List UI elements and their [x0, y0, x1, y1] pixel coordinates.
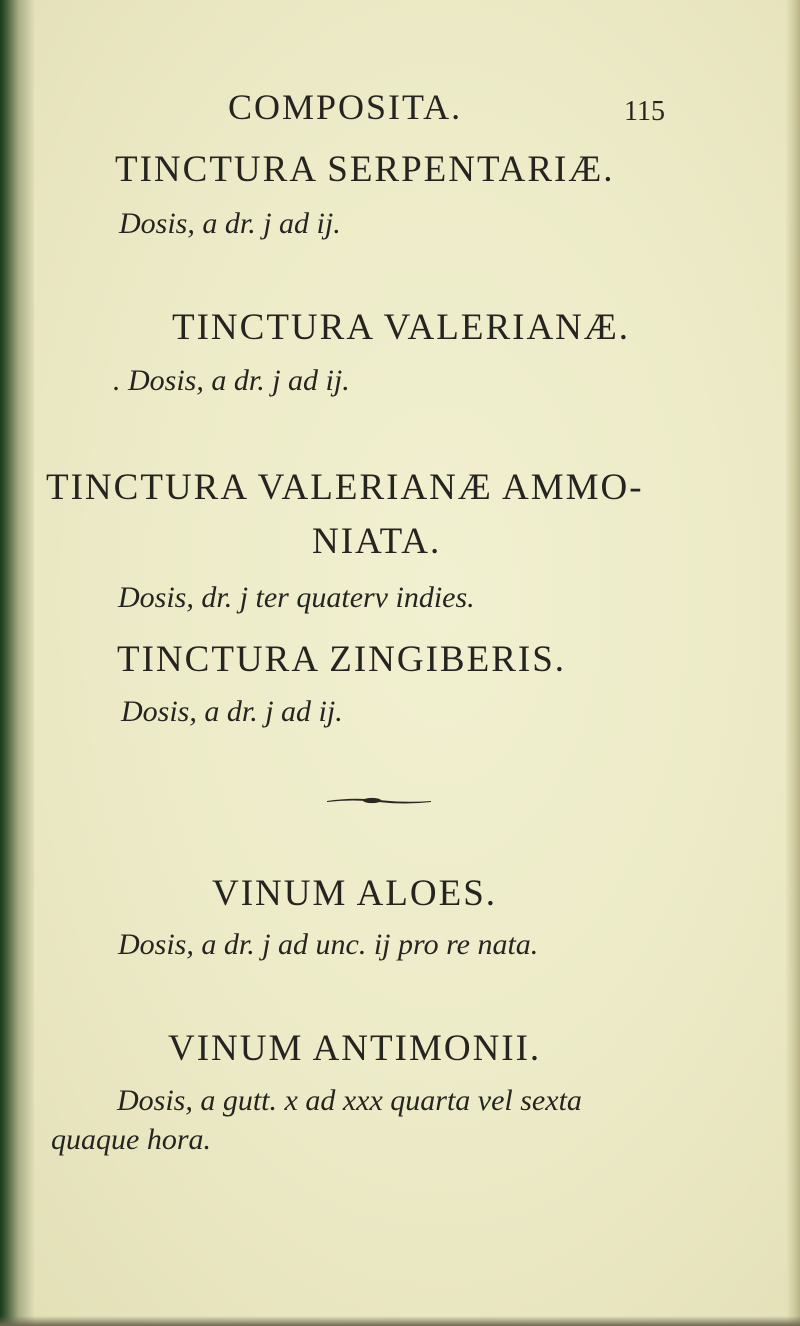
entry-heading: TINCTURA VALERIANÆ. — [172, 307, 631, 348]
entry-dosis: Dosis, dr. j ter quaterv indies. — [118, 581, 475, 614]
entry-dosis: . Dosis, a dr. j ad ij. — [113, 364, 350, 397]
entry-heading: VINUM ALOES. — [212, 873, 498, 914]
entry-dosis: Dosis, a gutt. x ad xxx quarta vel sexta — [117, 1084, 582, 1117]
page-edge — [786, 0, 800, 1326]
binding-edge — [0, 0, 34, 1326]
running-head-title: COMPOSITA. — [228, 87, 463, 127]
entry-dosis: Dosis, a dr. j ad ij. — [119, 207, 341, 240]
entry-heading: TINCTURA SERPENTARIÆ. — [115, 149, 615, 190]
entry-heading-continuation: NIATA. — [312, 521, 442, 562]
entry-heading: TINCTURA VALERIANÆ AMMO- — [46, 467, 644, 508]
page-bottom-edge — [0, 1316, 800, 1326]
entry-dosis-continuation: quaque hora. — [51, 1123, 211, 1156]
page-number: 115 — [624, 96, 665, 127]
entry-dosis: Dosis, a dr. j ad unc. ij pro re nata. — [118, 928, 539, 961]
ornamental-divider — [327, 797, 431, 805]
entry-dosis: Dosis, a dr. j ad ij. — [121, 695, 343, 728]
entry-heading: VINUM ANTIMONII. — [168, 1028, 542, 1069]
entry-heading: TINCTURA ZINGIBERIS. — [117, 639, 567, 680]
